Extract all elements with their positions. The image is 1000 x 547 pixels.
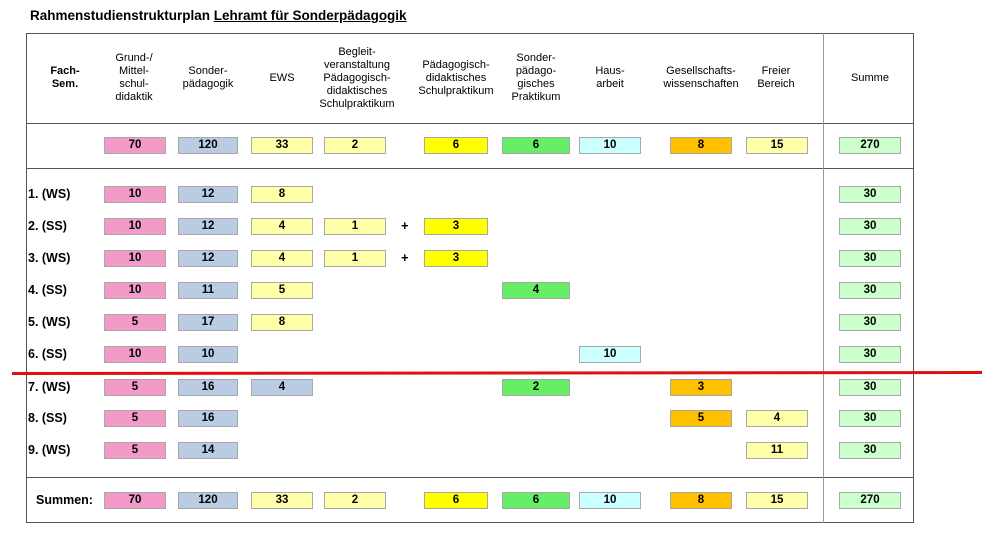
semester-label: 4. (SS) (28, 283, 67, 297)
value-cell-sonder: 16 (178, 410, 238, 427)
value-cell-sonder: 11 (178, 282, 238, 299)
value-cell-grund: 10 (104, 218, 166, 235)
semester-label: 5. (WS) (28, 315, 71, 329)
value-cell-sonder: 12 (178, 250, 238, 267)
header-sprakt (500, 34, 572, 122)
semester-label: 9. (WS) (28, 443, 71, 457)
value-cell-grund: 70 (104, 137, 166, 154)
value-cell-sprakt: 6 (502, 137, 570, 154)
value-cell-gesell: 8 (670, 137, 732, 154)
value-cell-summe: 30 (839, 250, 901, 267)
value-cell-grund: 10 (104, 250, 166, 267)
value-cell-freier: 4 (746, 410, 808, 427)
value-cell-summe: 30 (839, 282, 901, 299)
value-cell-summe: 30 (839, 314, 901, 331)
semester-label: 7. (WS) (28, 380, 71, 394)
value-cell-sonder: 120 (178, 492, 238, 509)
semester-label: 1. (WS) (28, 187, 71, 201)
header-gesell-label: Gesellschafts- wissenschaften (663, 65, 739, 90)
semester-label: 2. (SS) (28, 219, 67, 233)
header-sem-label: Fach- Sem. (50, 65, 80, 90)
header-sem (34, 34, 96, 122)
header-paed (410, 34, 502, 122)
value-cell-sprakt: 4 (502, 282, 570, 299)
header-haus (574, 34, 646, 122)
value-cell-begleit: 2 (324, 137, 386, 154)
value-cell-grund: 5 (104, 314, 166, 331)
summen-label: Summen: (36, 493, 93, 507)
value-cell-ews: 8 (251, 186, 313, 203)
value-cell-sonder: 17 (178, 314, 238, 331)
value-cell-summe: 30 (839, 379, 901, 396)
value-cell-ews: 33 (251, 492, 313, 509)
value-cell-paed: 3 (424, 218, 488, 235)
semester-label: 8. (SS) (28, 411, 67, 425)
value-cell-grund: 70 (104, 492, 166, 509)
value-cell-sprakt: 2 (502, 379, 570, 396)
header-grund-label: Grund-/ Mittel- schul- didaktik (115, 52, 153, 103)
header-freier-label: Freier Bereich (757, 65, 795, 90)
value-cell-grund: 10 (104, 186, 166, 203)
value-cell-paed: 3 (424, 250, 488, 267)
value-cell-ews: 4 (251, 250, 313, 267)
value-cell-sonder: 10 (178, 346, 238, 363)
title-underlined: Lehramt für Sonderpädagogik (213, 8, 407, 23)
value-cell-freier: 15 (746, 137, 808, 154)
value-cell-grund: 5 (104, 410, 166, 427)
value-cell-gesell: 5 (670, 410, 732, 427)
divider-totals (26, 168, 914, 169)
value-cell-sonder: 16 (178, 379, 238, 396)
value-cell-grund: 5 (104, 379, 166, 396)
header-begleit (312, 34, 402, 122)
header-sonder-label: Sonder- pädagogik (182, 65, 234, 90)
header-sonder (172, 34, 244, 122)
value-cell-sprakt: 6 (502, 492, 570, 509)
value-cell-haus: 10 (579, 346, 641, 363)
value-cell-ews: 4 (251, 379, 313, 396)
value-cell-summe: 30 (839, 410, 901, 427)
divider-summe-column (823, 33, 824, 523)
header-sprakt-label: Sonder- pädago- gisches Praktikum (511, 52, 561, 103)
value-cell-sonder: 120 (178, 137, 238, 154)
value-cell-grund: 5 (104, 442, 166, 459)
value-cell-begleit: 1 (324, 250, 386, 267)
header-grund (98, 34, 170, 122)
value-cell-sonder: 12 (178, 186, 238, 203)
header-summe-label: Summe (851, 71, 889, 84)
header-paed-label: Pädagogisch- didaktisches Schulpraktikum (418, 58, 494, 97)
plus-sign: + (401, 218, 409, 233)
value-cell-paed: 6 (424, 492, 488, 509)
semester-label: 6. (SS) (28, 347, 67, 361)
value-cell-gesell: 8 (670, 492, 732, 509)
value-cell-begleit: 1 (324, 218, 386, 235)
value-cell-ews: 8 (251, 314, 313, 331)
value-cell-haus: 10 (579, 492, 641, 509)
header-begleit-label: Begleit- veranstaltung Pädagogisch- didaktisches Schulpraktikum (319, 45, 395, 110)
value-cell-freier: 11 (746, 442, 808, 459)
value-cell-sonder: 14 (178, 442, 238, 459)
value-cell-paed: 6 (424, 137, 488, 154)
divider-header (26, 123, 914, 124)
value-cell-summe: 30 (839, 442, 901, 459)
divider-summen (26, 477, 914, 478)
value-cell-summe: 30 (839, 186, 901, 203)
value-cell-ews: 5 (251, 282, 313, 299)
value-cell-ews: 4 (251, 218, 313, 235)
header-gesell (656, 34, 746, 122)
plus-sign: + (401, 250, 409, 265)
value-cell-gesell: 3 (670, 379, 732, 396)
value-cell-summe: 30 (839, 218, 901, 235)
header-ews-label: EWS (269, 71, 295, 84)
value-cell-summe: 270 (839, 492, 901, 509)
value-cell-grund: 10 (104, 346, 166, 363)
value-cell-begleit: 2 (324, 492, 386, 509)
value-cell-sonder: 12 (178, 218, 238, 235)
page-title (30, 8, 407, 23)
value-cell-summe: 30 (839, 346, 901, 363)
header-haus-label: Haus- arbeit (595, 65, 625, 90)
value-cell-haus: 10 (579, 137, 641, 154)
header-ews (246, 34, 318, 122)
header-summe (830, 34, 910, 122)
header-freier (740, 34, 812, 122)
value-cell-freier: 15 (746, 492, 808, 509)
value-cell-summe: 270 (839, 137, 901, 154)
title-prefix: Rahmenstudienstrukturplan (30, 8, 211, 23)
value-cell-ews: 33 (251, 137, 313, 154)
value-cell-grund: 10 (104, 282, 166, 299)
semester-label: 3. (WS) (28, 251, 71, 265)
